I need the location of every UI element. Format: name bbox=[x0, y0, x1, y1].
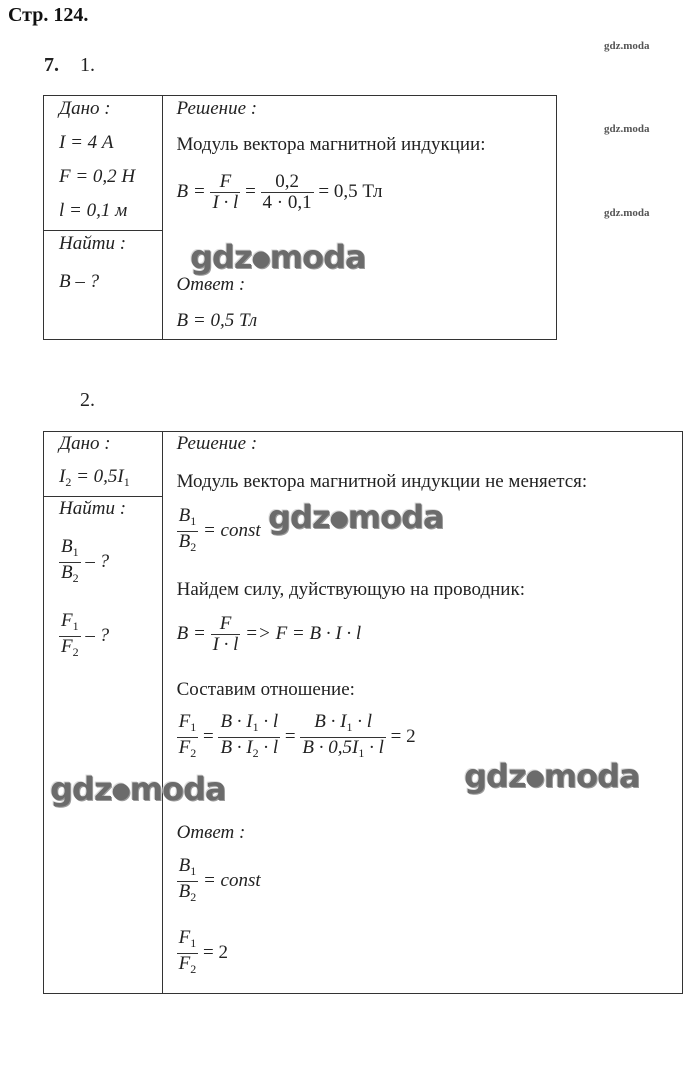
answer-label: Ответ : bbox=[176, 822, 246, 843]
wm-text: gdz bbox=[268, 498, 330, 536]
part-number: 2. bbox=[80, 389, 95, 411]
fraction-num bbox=[59, 611, 81, 637]
find-tail: – ? bbox=[85, 550, 110, 572]
fraction-den bbox=[218, 738, 280, 763]
sym: B · 0,5I bbox=[302, 737, 359, 758]
sym: B bbox=[61, 562, 73, 583]
sub: 1 bbox=[346, 720, 353, 734]
sym: B bbox=[178, 531, 191, 552]
wm-dot: ● bbox=[251, 246, 270, 272]
fraction bbox=[177, 856, 199, 907]
watermark-small: gdz.moda bbox=[604, 123, 650, 135]
sub: 2 bbox=[190, 890, 197, 904]
part-number: 1. bbox=[80, 54, 95, 76]
equation-tail: = const bbox=[202, 519, 261, 541]
find-cell bbox=[44, 497, 163, 994]
given-rhs-sub: 1 bbox=[123, 475, 130, 489]
answer-tail: = const bbox=[202, 869, 261, 891]
sym: F bbox=[61, 610, 73, 631]
sym: B · I bbox=[220, 737, 253, 758]
answer-ratio bbox=[177, 928, 228, 979]
sub: 1 bbox=[190, 720, 197, 734]
watermark-small: gdz.moda bbox=[604, 207, 650, 219]
wm-text: moda bbox=[269, 238, 366, 276]
sym: · l bbox=[258, 711, 279, 732]
fraction-num bbox=[177, 928, 199, 954]
given-value: I = 4 А bbox=[59, 132, 114, 153]
equals: = bbox=[284, 725, 296, 747]
sym: B bbox=[178, 505, 191, 526]
formula bbox=[177, 172, 383, 213]
fraction-den bbox=[177, 738, 199, 763]
find-tail: – ? bbox=[85, 624, 110, 646]
formula-lhs: B = bbox=[176, 180, 206, 202]
watermark-large bbox=[268, 498, 443, 536]
equation-ratio bbox=[177, 712, 416, 763]
fraction-num: F bbox=[211, 614, 241, 635]
sym: B bbox=[61, 536, 73, 557]
watermark-large bbox=[190, 238, 365, 276]
watermark-large bbox=[464, 757, 639, 795]
fraction-den: I · l bbox=[212, 192, 239, 213]
sub: 2 bbox=[190, 540, 197, 554]
find-label: Найти : bbox=[59, 498, 127, 519]
sub: 2 bbox=[252, 746, 259, 760]
equation-result: = 2 bbox=[390, 725, 416, 747]
formula-result: = 0,5 Тл bbox=[318, 180, 383, 202]
fraction-num: F bbox=[210, 172, 240, 193]
answer-label: Ответ : bbox=[176, 274, 246, 295]
wm-dot: ● bbox=[329, 506, 348, 532]
sub: 2 bbox=[72, 571, 79, 585]
fraction-num bbox=[177, 506, 199, 532]
sub: 1 bbox=[72, 619, 79, 633]
fraction bbox=[218, 712, 280, 763]
page-header: Стр. 124. bbox=[8, 4, 89, 26]
solution-label: Решение : bbox=[176, 98, 258, 119]
wm-text: moda bbox=[543, 757, 640, 795]
sym: F bbox=[178, 711, 191, 732]
fraction bbox=[177, 506, 199, 557]
sub: 1 bbox=[190, 936, 197, 950]
answer-const bbox=[177, 856, 261, 907]
fraction-num bbox=[300, 712, 385, 738]
fraction-den: 4 · 0,1 bbox=[262, 192, 312, 213]
fraction bbox=[59, 537, 81, 588]
sym: · l bbox=[364, 737, 384, 758]
sym: · l bbox=[352, 711, 372, 732]
given-value: l = 0,1 м bbox=[59, 200, 128, 221]
sym: · l bbox=[258, 737, 279, 758]
wm-text: moda bbox=[347, 498, 444, 536]
equation-const bbox=[177, 506, 261, 557]
find-value bbox=[59, 537, 109, 588]
task-number: 7. bbox=[44, 54, 59, 76]
fraction bbox=[261, 172, 314, 213]
answer-value: B = 0,5 Тл bbox=[176, 310, 258, 331]
given-mid: = 0,5I bbox=[71, 466, 124, 487]
wm-text: moda bbox=[129, 770, 226, 808]
sym: F bbox=[178, 927, 191, 948]
fraction-den bbox=[59, 563, 81, 588]
sym: F bbox=[178, 953, 191, 974]
sym: B bbox=[178, 881, 191, 902]
fraction bbox=[210, 172, 240, 213]
fraction-num bbox=[177, 856, 199, 882]
solution-text: Модуль вектора магнитной индукции не меняется: bbox=[176, 471, 588, 492]
fraction bbox=[177, 928, 199, 979]
sub: 1 bbox=[72, 545, 79, 559]
answer-tail: = 2 bbox=[202, 941, 228, 963]
watermark-small: gdz.moda bbox=[604, 40, 650, 52]
fraction-num bbox=[177, 712, 199, 738]
equation-tail: => F = B · I · l bbox=[245, 622, 362, 644]
sym: B · I bbox=[314, 711, 347, 732]
fraction-den bbox=[59, 637, 81, 662]
fraction-num bbox=[59, 537, 81, 563]
sub: 2 bbox=[72, 645, 79, 659]
given-cell bbox=[44, 96, 163, 231]
fraction bbox=[300, 712, 385, 763]
task1-table bbox=[43, 95, 557, 340]
fraction bbox=[59, 611, 81, 662]
equation-force bbox=[177, 614, 362, 655]
given-value bbox=[59, 466, 130, 490]
find-cell bbox=[44, 231, 163, 340]
sym: F bbox=[61, 636, 73, 657]
fraction-den bbox=[177, 532, 199, 557]
solution-text: Найдем силу, дуйствующую на проводник: bbox=[176, 579, 525, 600]
sub: 2 bbox=[190, 962, 197, 976]
sub: 1 bbox=[358, 746, 365, 760]
fraction-den bbox=[300, 738, 385, 763]
equals: = bbox=[245, 180, 256, 202]
solution-text: Модуль вектора магнитной индукции: bbox=[176, 134, 486, 155]
given-label: Дано : bbox=[59, 98, 111, 119]
fraction-den: I · l bbox=[212, 634, 239, 655]
wm-text: gdz bbox=[190, 238, 252, 276]
equation-lhs: B = bbox=[176, 622, 206, 644]
sub: 1 bbox=[252, 720, 259, 734]
sym: B bbox=[178, 855, 191, 876]
find-value bbox=[59, 611, 109, 662]
wm-text: gdz bbox=[464, 757, 526, 795]
find-label: Найти : bbox=[59, 233, 127, 254]
wm-text: gdz bbox=[50, 770, 112, 808]
fraction bbox=[211, 614, 241, 655]
find-value: B – ? bbox=[59, 271, 100, 292]
equals: = bbox=[202, 725, 214, 747]
sub: 1 bbox=[190, 514, 197, 528]
fraction-num: 0,2 bbox=[261, 172, 314, 193]
solution-label: Решение : bbox=[176, 433, 258, 454]
sub: 2 bbox=[190, 746, 197, 760]
sym: F bbox=[178, 737, 191, 758]
given-cell bbox=[44, 432, 163, 497]
sub: 1 bbox=[190, 864, 197, 878]
given-value: F = 0,2 Н bbox=[59, 166, 136, 187]
sym: B · I bbox=[220, 711, 253, 732]
fraction-den bbox=[177, 882, 199, 907]
fraction-den bbox=[177, 954, 199, 979]
watermark-large bbox=[50, 770, 225, 808]
wm-dot: ● bbox=[111, 778, 130, 804]
fraction-num bbox=[218, 712, 280, 738]
solution-text: Составим отношение: bbox=[176, 679, 355, 700]
wm-dot: ● bbox=[525, 765, 544, 791]
solution-cell bbox=[162, 96, 556, 340]
given-lhs-sub: 2 bbox=[65, 475, 72, 489]
given-label: Дано : bbox=[59, 433, 111, 454]
fraction bbox=[177, 712, 199, 763]
given-lhs: I bbox=[59, 466, 66, 487]
